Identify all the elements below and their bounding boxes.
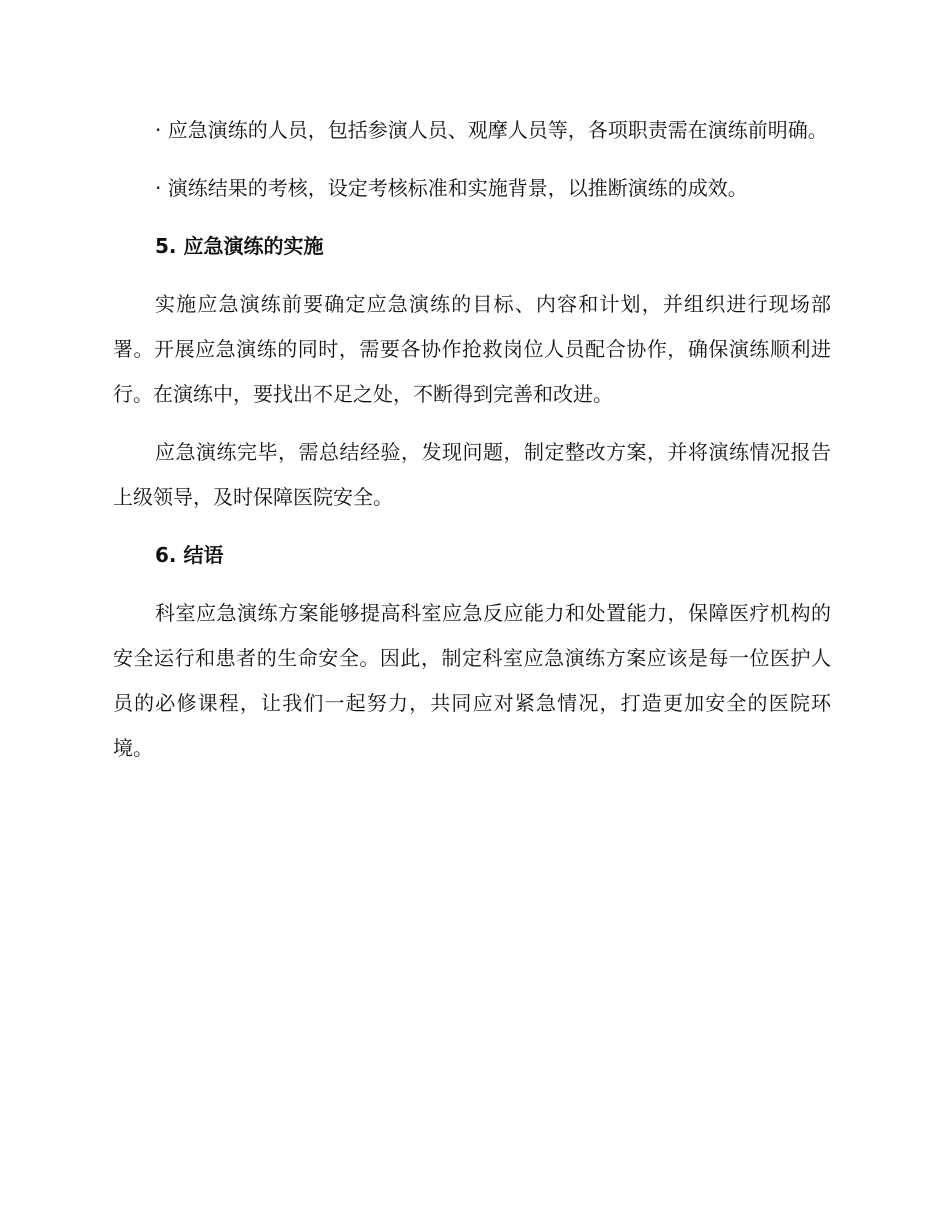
paragraph-conclusion: 科室应急演练方案能够提高科室应急反应能力和处置能力，保障医疗机构的安全运行和患者的生命安全。因此，制定科室应急演练方案应该是每一位医护人员的必修课程，让我们一起努力，共同应对紧急情况，打造更加安全的医院环境。 <box>113 601 831 760</box>
section-heading-implementation: 5. 应急演练的实施 <box>155 234 324 258</box>
bullet-paragraph-assessment: · 演练结果的考核，设定考核标准和实施背景，以推断演练的成效。 <box>155 176 748 200</box>
section-heading-conclusion: 6. 结语 <box>155 543 224 567</box>
bullet-paragraph-personnel: · 应急演练的人员，包括参演人员、观摩人员等，各项职责需在演练前明确。 <box>155 118 828 142</box>
paragraph-implementation: 实施应急演练前要确定应急演练的目标、内容和计划，并组织进行现场部署。开展应急演练的同时，需要各协作抢救岗位人员配合协作，确保演练顺利进行。在演练中，要找出不足之处，不断得到完善和改进。 <box>113 292 831 406</box>
document-body <box>113 108 831 784</box>
paragraph-summary: 应急演练完毕，需总结经验，发现问题，制定整改方案，并将演练情况报告上级领导，及时保障医院安全。 <box>113 440 831 509</box>
